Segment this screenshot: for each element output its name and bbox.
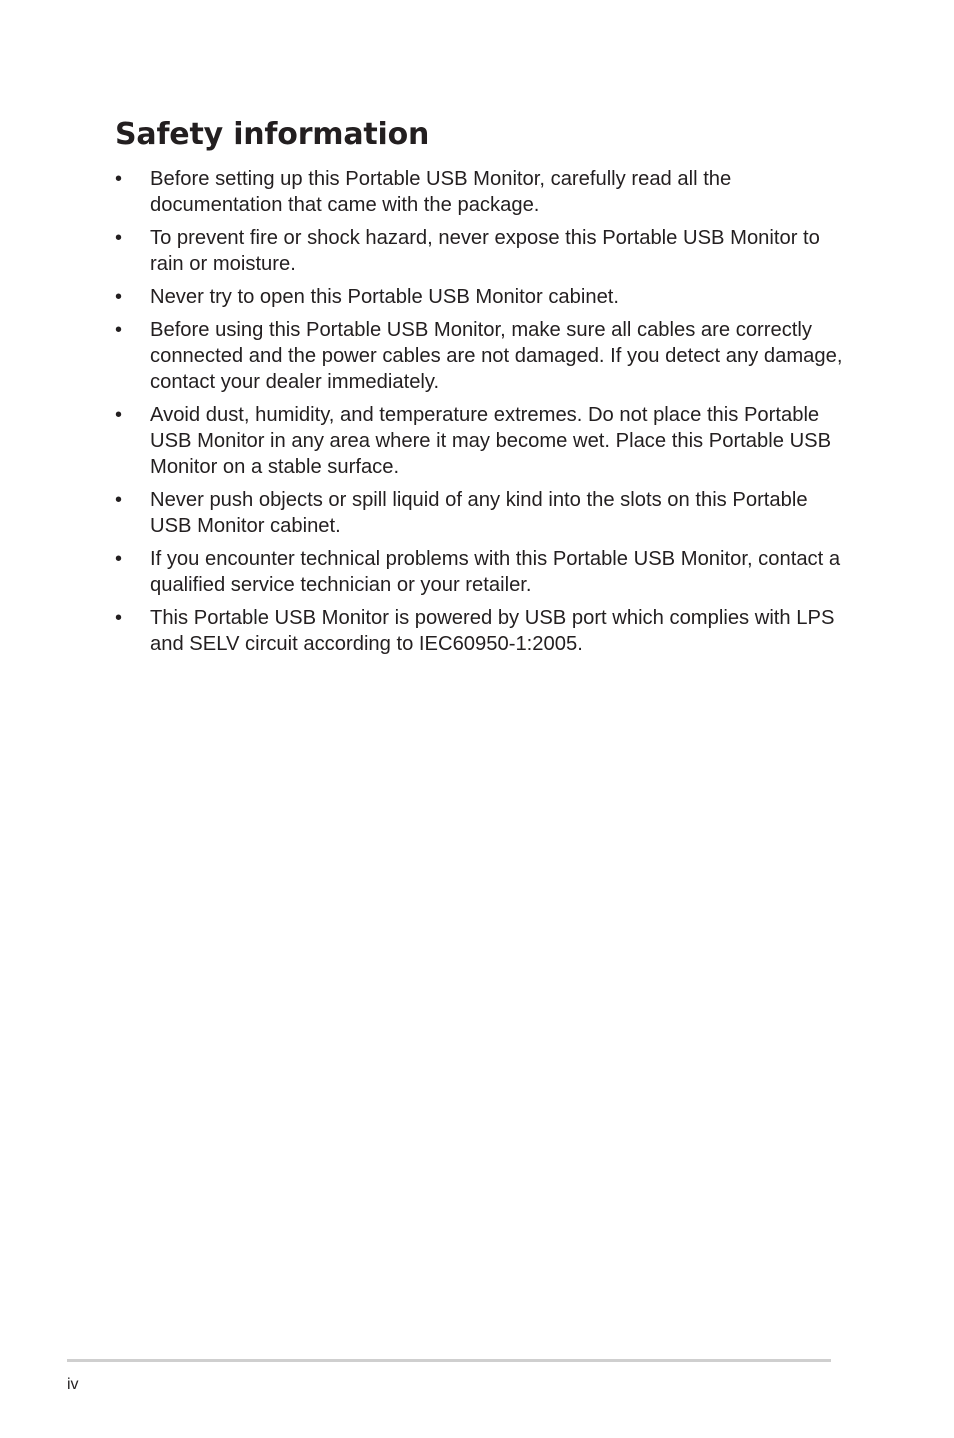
bullet-icon: • — [115, 548, 123, 570]
bullet-icon: • — [115, 286, 123, 308]
page-title: Safety information — [115, 117, 430, 152]
list-item — [115, 225, 845, 277]
list-item — [115, 402, 845, 480]
bullet-text: This Portable USB Monitor is powered by USB port which complies with LPS and SELV circuit according to IEC60950-1:2005. — [150, 607, 835, 655]
bullet-text: Never push objects or spill liquid of any kind into the slots on this Portable USB Monitor cabinet. — [150, 489, 808, 537]
safety-bullet-list — [115, 166, 845, 664]
page-number: iv — [67, 1376, 79, 1393]
bullet-icon: • — [115, 404, 123, 426]
bullet-text: Never try to open this Portable USB Monitor cabinet. — [150, 286, 620, 308]
list-item — [115, 605, 845, 657]
bullet-text: If you encounter technical problems with this Portable USB Monitor, contact a qualified service technician or your retailer. — [150, 548, 841, 596]
list-item — [115, 284, 845, 310]
bullet-text: Avoid dust, humidity, and temperature extremes. Do not place this Portable USB Monitor in any area where it may become wet. Place this Portable USB Monitor on a stable surface. — [150, 404, 832, 478]
bullet-icon: • — [115, 168, 123, 190]
list-item — [115, 166, 845, 218]
list-item — [115, 546, 845, 598]
bullet-text: Before setting up this Portable USB Monitor, carefully read all the documentation that came with the package. — [150, 168, 732, 216]
bullet-icon: • — [115, 227, 123, 249]
bullet-icon: • — [115, 607, 123, 629]
list-item — [115, 317, 845, 395]
bullet-icon: • — [115, 489, 123, 511]
bullet-icon: • — [115, 319, 123, 341]
footer-divider — [67, 1359, 831, 1362]
list-item — [115, 487, 845, 539]
bullet-text: To prevent fire or shock hazard, never expose this Portable USB Monitor to rain or moisture. — [150, 227, 820, 275]
bullet-text: Before using this Portable USB Monitor, make sure all cables are correctly connected and the power cables are not damaged. If you detect any damage, contact your dealer immediately. — [150, 319, 843, 393]
